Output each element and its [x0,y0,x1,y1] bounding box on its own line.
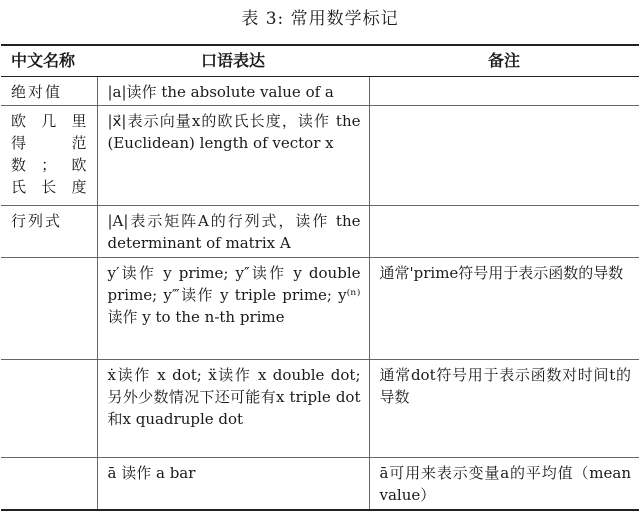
row-expression: |a|读作 the absolute value of a [97,77,369,106]
row-name-line: 行列式 [11,212,63,230]
table-header-row [1,45,639,77]
notation-table [1,44,639,511]
table-row [1,458,639,510]
row-name-cell [1,360,97,458]
row-name-cell [1,458,97,510]
header-spoken-expression: 口语表达 [97,45,369,77]
row-note: 通常dot符号用于表示函数对时间t的导数 [369,360,639,458]
row-note [369,77,639,106]
row-name-line: 绝对值 [11,83,63,101]
row-note [369,106,639,206]
table-row [1,206,639,258]
row-name-cell [1,258,97,360]
table-row [1,258,639,360]
row-expression: ā 读作 a bar [97,458,369,510]
row-name-line: 数；欧 [11,156,89,174]
header-chinese-name: 中文名称 [1,45,97,77]
row-name-cell [1,206,97,258]
header-remarks: 备注 [369,45,639,77]
row-note: 通常'prime符号用于表示函数的导数 [369,258,639,360]
row-note: ā可用来表示变量a的平均值（mean value） [369,458,639,510]
row-name-line: 得 范 [11,134,89,152]
row-expression: ẋ读作 x dot; ẍ读作 x double dot; 另外少数情况下还可能有x triple dot和x quadruple dot [97,360,369,458]
row-note [369,206,639,258]
row-expression: y′读作 y prime; y″读作 y double prime; y‴读作 y triple prime; y⁽ⁿ⁾读作 y to the n-th prime [97,258,369,360]
row-name-line: 氏长度 [11,178,89,196]
row-name-cell [1,77,97,106]
table-row [1,77,639,106]
row-name-cell [1,106,97,206]
row-expression: |x⃗|表示向量x的欧氏长度，读作 the (Euclidean) length of vector x [97,106,369,206]
table-caption: 表 3: 常用数学标记 [241,9,399,29]
table-row [1,360,639,458]
table-row [1,106,639,206]
row-expression: |A|表示矩阵A的行列式，读作 the determinant of matrix A [97,206,369,258]
row-name-line: 欧几里 [11,112,89,130]
